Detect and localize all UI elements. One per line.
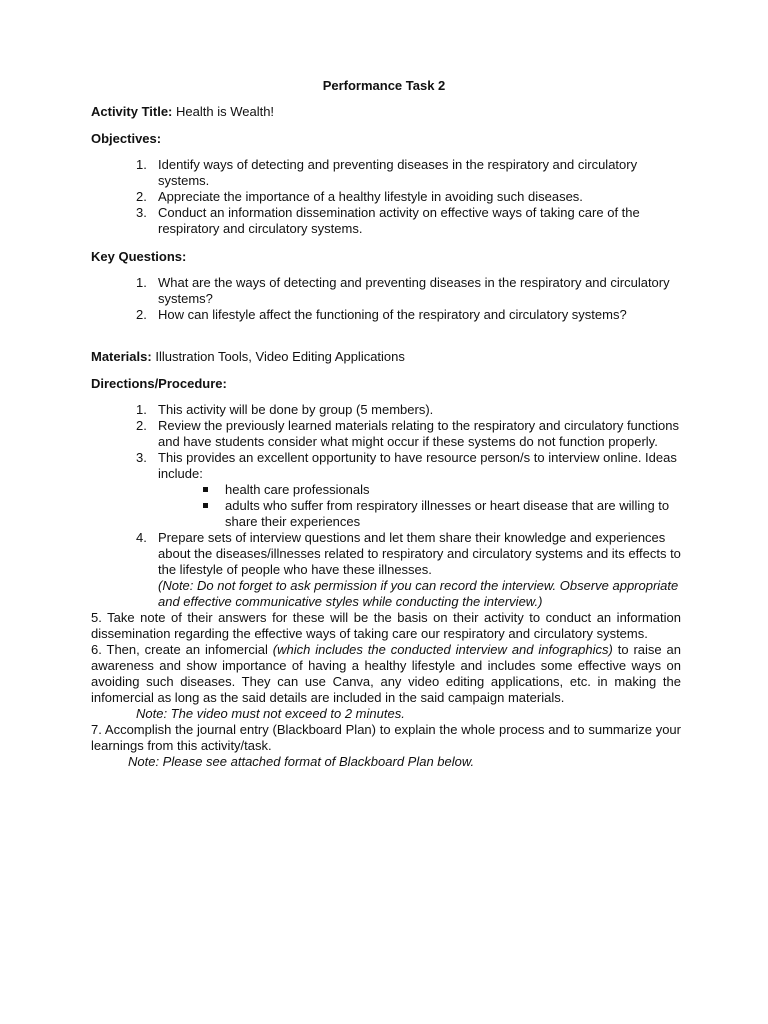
key-questions-heading: Key Questions:: [91, 249, 187, 264]
list-item: 3. This provides an excellent opportunity to have resource person/s to interview online. Ideas include:: [136, 450, 677, 481]
bullet-item: health care professionals: [91, 482, 681, 498]
list-item: 2. How can lifestyle affect the functioning of the respiratory and circulatory systems?: [136, 307, 627, 322]
list-item: 2. Appreciate the importance of a healthy lifestyle in avoiding such diseases.: [136, 189, 583, 204]
page-title: Performance Task 2: [322, 78, 446, 93]
activity-title-value: Health is Wealth!: [176, 104, 275, 119]
direction-item-6: 6. Then, create an infomercial (which includes the conducted interview and infographics) to raise an awareness and show importance of having a healthy lifestyle and includes some effective ways on avoiding such diseases. They can use Canva, any video editing applications, etc. in making the infomercial as long as the said details are included in the said campaign materials.: [91, 642, 681, 705]
interview-note: (Note: Do not forget to ask permission if you can record the interview. Observe appropriate and effective communicative styles while conducting the interview.): [158, 578, 679, 609]
materials-label: Materials:: [91, 349, 152, 364]
video-length-note: Note: The video must not exceed to 2 minutes.: [136, 706, 405, 721]
key-questions-list: [91, 275, 681, 323]
directions-body: [91, 402, 681, 770]
directions-list: [91, 402, 681, 482]
activity-title-label: Activity Title:: [91, 104, 173, 119]
list-item: 1. This activity will be done by group (5 members).: [136, 402, 434, 417]
objectives-heading: Objectives:: [91, 131, 162, 146]
materials-line: [91, 349, 681, 365]
list-item: 1. Identify ways of detecting and preventing diseases in the respiratory and circulatory systems.: [136, 157, 638, 188]
ideas-bullet-list: [91, 482, 681, 530]
directions-heading: Directions/Procedure:: [91, 376, 227, 391]
direction-item-7: 7. Accomplish the journal entry (Blackboard Plan) to explain the whole process and to summarize your learnings from this activity/task.: [91, 722, 681, 753]
objectives-list: [91, 157, 681, 237]
activity-title-line: [91, 104, 681, 120]
list-item: 1. What are the ways of detecting and preventing diseases in the respiratory and circulatory systems?: [136, 275, 670, 306]
directions-list-continued: [91, 530, 681, 610]
square-bullet-icon: [203, 487, 208, 492]
blackboard-plan-note: Note: Please see attached format of Blackboard Plan below.: [128, 754, 475, 769]
direction-item-5: 5. Take note of their answers for these will be the basis on their activity to conduct an information dissemination regarding the effective ways of taking care our respiratory and circulatory systems.: [91, 610, 681, 641]
square-bullet-icon: [203, 503, 208, 508]
bullet-item: adults who suffer from respiratory illnesses or heart disease that are willing to share their experiences: [91, 498, 681, 530]
materials-value: Illustration Tools, Video Editing Applications: [155, 349, 405, 364]
list-item: 3. Conduct an information dissemination activity on effective ways of taking care of the respiratory and circulatory systems.: [136, 205, 640, 236]
list-item: 2. Review the previously learned materials relating to the respiratory and circulatory functions and have students consider what might occur if these systems do not function properly.: [136, 418, 679, 449]
list-item: 4. Prepare sets of interview questions and let them share their knowledge and experiences about the diseases/illnesses related to respiratory and circulatory systems and its effects to the lifestyle of people who have these illnesses. (Note: Do not forget to ask permission if you can record the interview. Observe appropriate and effective communicative styles while conducting the interview.): [136, 530, 681, 609]
